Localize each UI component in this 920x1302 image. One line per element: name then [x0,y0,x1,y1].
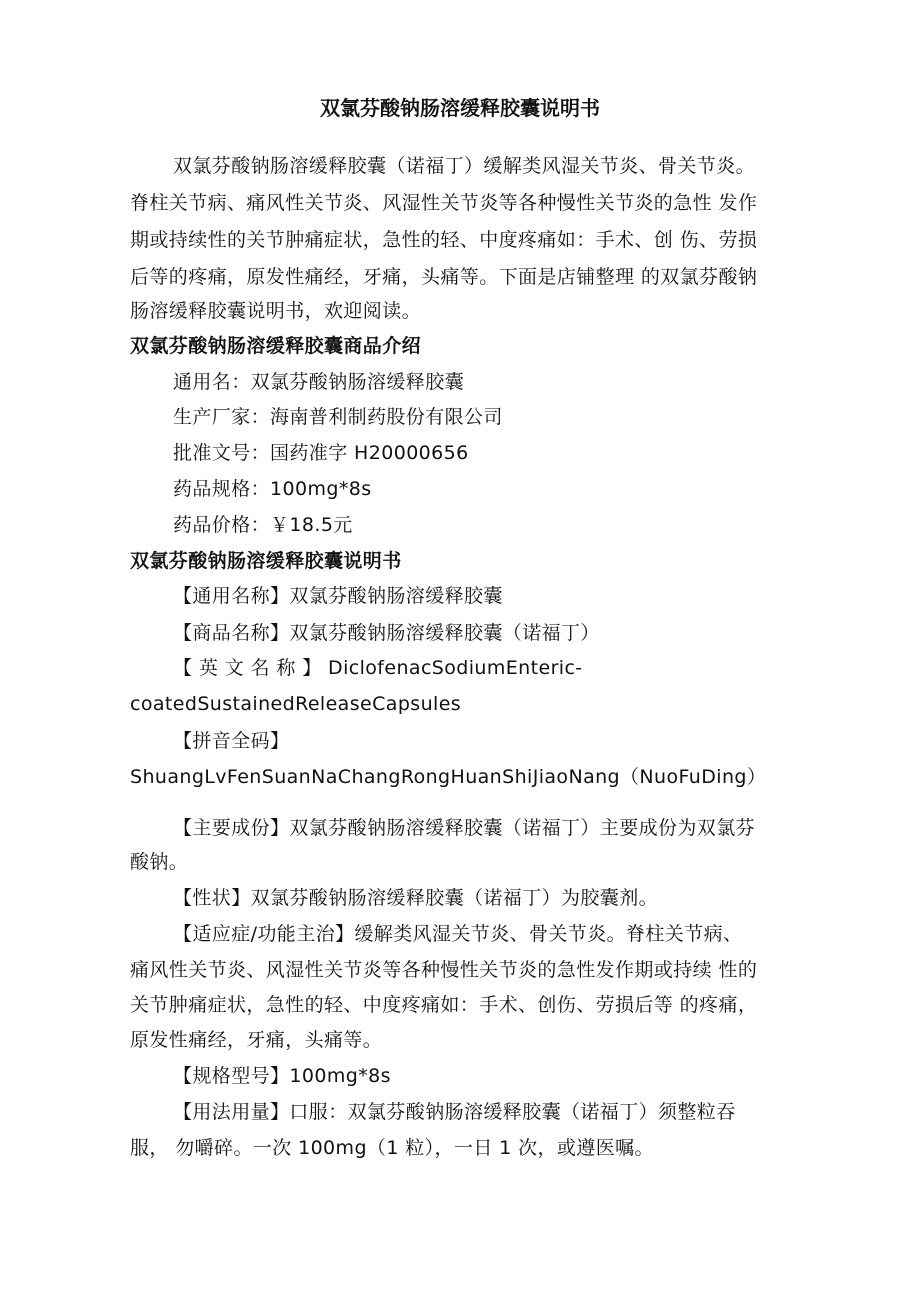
section-heading-product-intro: 双氯芬酸钠肠溶缓释胶囊商品介绍 [130,335,422,357]
dosage-continuation: 服， 勿嚼碎。一次 100mg（1 粒），一日 1 次，或遵医嘱。 [130,1137,654,1159]
indications-line-2: 痛风性关节炎、风湿性关节炎等各种慢性关节炎的急性发作期或持续 性的 [130,959,758,981]
intro-line-3: 期或持续性的关节肿痛症状，急性的轻、中度疼痛如：手术、创 伤、劳损 [130,229,758,251]
spec-model-entry: 【规格型号】100mg*8s [173,1065,391,1087]
document-title: 双氯芬酸钠肠溶缓释胶囊说明书 [320,96,600,120]
intro-line-2: 脊柱关节病、痛风性关节炎、风湿性关节炎等各种慢性关节炎的急性 发作 [130,192,758,214]
english-name-entry: 【 英 文 名 称 】 DiclofenacSodiumEnteric- [173,657,583,679]
generic-name-item: 通用名：双氯芬酸钠肠溶缓释胶囊 [173,371,465,393]
intro-line-1: 双氯芬酸钠肠溶缓释胶囊（诺福丁）缓解类风湿关节炎、骨关节炎。 [173,155,756,177]
pinyin-label: 【拼音全码】 [173,730,290,752]
english-name-continuation: coatedSustainedReleaseCapsules [130,693,462,715]
intro-line-4: 后等的疼痛，原发性痛经，牙痛，头痛等。下面是店铺整理 的双氯芬酸钠 [130,266,758,288]
ingredients-continuation: 酸钠。 [130,851,189,873]
indications-line-4: 原发性痛经，牙痛，头痛等。 [130,1029,383,1051]
trade-name-entry: 【商品名称】双氯芬酸钠肠溶缓释胶囊（诺福丁） [173,622,600,644]
pinyin-value: ShuangLvFenSuanNaChangRongHuanShiJiaoNang（NuoFuDing） [130,766,767,788]
approval-number-item: 批准文号：国药准字 H20000656 [173,442,469,464]
generic-name-entry: 【通用名称】双氯芬酸钠肠溶缓释胶囊 [173,585,503,607]
ingredients-entry: 【主要成份】双氯芬酸钠肠溶缓释胶囊（诺福丁）主要成份为双氯芬 [173,817,756,839]
section-heading-instructions: 双氯芬酸钠肠溶缓释胶囊说明书 [130,550,402,572]
intro-line-5: 肠溶缓释胶囊说明书，欢迎阅读。 [130,300,422,322]
indications-line-1: 【适应症/功能主治】缓解类风湿关节炎、骨关节炎。脊柱关节病、 [173,923,743,945]
properties-entry: 【性状】双氯芬酸钠肠溶缓释胶囊（诺福丁）为胶囊剂。 [173,887,659,909]
dosage-entry: 【用法用量】口服：双氯芬酸钠肠溶缓释胶囊（诺福丁）须整粒吞 [173,1101,736,1123]
manufacturer-item: 生产厂家：海南普利制药股份有限公司 [173,406,503,428]
indications-line-3: 关节肿痛症状，急性的轻、中度疼痛如：手术、创伤、劳损后等 的疼痛， [130,994,758,1016]
price-item: 药品价格：￥18.5元 [173,514,353,536]
specification-item: 药品规格：100mg*8s [173,478,372,500]
